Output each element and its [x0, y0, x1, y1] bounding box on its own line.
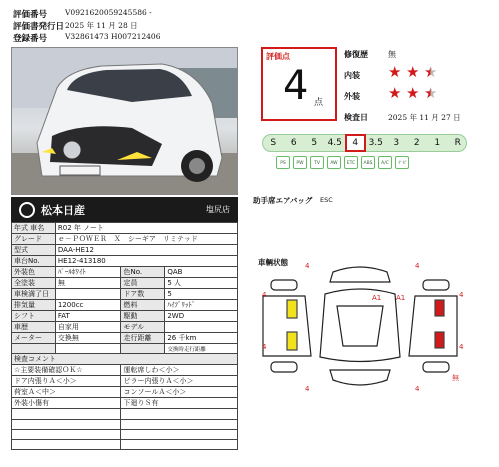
comment-cell: 外装小傷有 — [12, 398, 121, 409]
damage-mark-red — [435, 300, 444, 316]
spec-value: 2WD — [165, 311, 238, 322]
spec-label: 車台No. — [12, 256, 56, 267]
header — [13, 8, 243, 44]
right-top-wheel — [423, 280, 449, 290]
spec-row — [12, 289, 238, 300]
score-unit: 点 — [314, 98, 324, 108]
roof-bottom-outline — [330, 370, 390, 385]
comment-title: 検査コメント — [12, 354, 238, 365]
dealer-logo — [19, 202, 35, 218]
spec-label — [12, 344, 56, 354]
spec-label: 外装色 — [12, 267, 56, 278]
spec-label: 定員 — [121, 278, 165, 289]
grade-cell: 3.5 — [368, 138, 383, 148]
spec-value: 5 人 — [165, 278, 238, 289]
grade-cell: R — [454, 138, 461, 148]
comment-cell — [12, 440, 121, 450]
spec-row — [12, 234, 238, 245]
comment-cell: コンソールＡ＜小＞ — [121, 387, 238, 398]
spec-value: 5 — [165, 289, 238, 300]
spec-value: ﾊﾟｰﾙﾎﾜｲﾄ — [55, 267, 121, 278]
rating-value: 無 — [388, 50, 396, 59]
header-label: 評価番号 — [13, 10, 48, 20]
diagram-title: 車輌状態 — [258, 258, 288, 267]
dealer-branch: 塩尻店 — [206, 205, 230, 214]
dealer-name: 松本日産 — [41, 204, 85, 217]
header-value: 2025 年 11 月 28 日 — [65, 21, 138, 30]
equipment-ps-icon: PS — [276, 156, 290, 169]
comment-cell — [121, 409, 238, 419]
left-bottom-wheel — [271, 362, 297, 372]
spec-label: 走行距離 — [121, 333, 165, 344]
damage-mark-yellow — [287, 300, 297, 318]
spec-label: 色No. — [121, 267, 165, 278]
grade-cell: 5 — [311, 138, 318, 148]
spec-row — [12, 245, 238, 256]
spec-table — [11, 222, 238, 450]
spec-label: 年式 車名 — [12, 223, 56, 234]
damage-code: 4 — [459, 343, 464, 351]
cabin-outline — [337, 306, 383, 346]
equipment-etc-icon: ETC — [344, 156, 358, 169]
damage-code: 4 — [262, 291, 267, 299]
header-value: V32861473 H007212406 — [65, 32, 161, 41]
header-row — [13, 20, 243, 32]
comment-cell: 下廻りＳ有 — [121, 398, 238, 409]
comment-cell — [121, 429, 238, 439]
comment-cell — [121, 419, 238, 429]
score-box — [261, 47, 337, 121]
spec-row — [12, 278, 238, 289]
spec-label: グレード — [12, 234, 56, 245]
grade-cell: 4.5 — [327, 138, 342, 148]
spec-row — [12, 256, 238, 267]
spec-row — [12, 333, 238, 344]
equipment-pw-icon: PW — [293, 156, 307, 169]
rating-label: 外装 — [344, 92, 360, 101]
header-row — [13, 8, 243, 20]
equipment-tv-icon: TV — [310, 156, 324, 169]
car-illustration — [12, 48, 238, 195]
spec-row — [12, 267, 238, 278]
comment-row — [12, 398, 238, 409]
score-value: 4 — [283, 63, 309, 109]
dealer-bar — [11, 197, 238, 222]
airbag-label: 助手席エアバッグ — [253, 196, 313, 205]
comment-title-row — [12, 354, 238, 365]
spec-row — [12, 311, 238, 322]
damage-code: A1 — [372, 294, 382, 302]
spec-value: 1200cc — [55, 300, 121, 311]
spec-label: メーター — [12, 333, 56, 344]
header-label: 評価書発行日 — [13, 22, 65, 32]
car-diagram — [255, 262, 465, 390]
comment-cell: ☆主要装備確認ＯＫ☆ — [12, 365, 121, 376]
rating-value: 2025 年 11 月 27 日 — [388, 113, 461, 122]
spec-value: 交換時走行距離 — [165, 344, 238, 354]
comment-row — [12, 387, 238, 398]
grade-cell: 3 — [393, 138, 400, 148]
star-icon: ★ — [424, 84, 438, 102]
comment-row — [12, 376, 238, 387]
rating-label: 検査日 — [344, 113, 368, 122]
spec-value: QAB — [165, 267, 238, 278]
damage-code: 無 — [452, 374, 459, 382]
right-bottom-wheel — [423, 362, 449, 372]
spec-label: ドア数 — [121, 289, 165, 300]
spec-row — [12, 344, 238, 354]
grade-cell: 6 — [290, 138, 297, 148]
damage-code: 4 — [305, 262, 310, 270]
spec-value: ｅ－ＰＯＷＥＲ Ｘ シーギア リミテッド — [55, 234, 237, 245]
comment-cell — [12, 429, 121, 439]
comment-cell — [12, 409, 121, 419]
damage-code: 4 — [305, 385, 310, 393]
grade-scale — [262, 134, 467, 152]
spec-value — [165, 322, 238, 333]
rating-label: 内装 — [344, 71, 360, 80]
comment-cell: ドア内張りＡ＜小＞ — [12, 376, 121, 387]
spec-label: 排気量 — [12, 300, 56, 311]
spec-value: 自家用 — [55, 322, 121, 333]
body-outline — [320, 289, 400, 362]
comment-cell: ピラー内張りＡ＜小＞ — [121, 376, 238, 387]
comment-cell — [121, 440, 238, 450]
spec-row — [12, 300, 238, 311]
grade-cell: 4 — [345, 134, 366, 152]
star-icon: ★ — [406, 63, 420, 81]
spec-label: 車歴 — [12, 322, 56, 333]
spec-row — [12, 223, 238, 234]
exterior-stars — [388, 86, 448, 102]
spec-value — [55, 289, 121, 300]
comment-row — [12, 429, 238, 439]
spec-label: 車検満了日 — [12, 289, 56, 300]
comment-row — [12, 409, 238, 419]
damage-code: 4 — [262, 343, 267, 351]
header-row — [13, 32, 243, 44]
grade-cell: 2 — [413, 138, 420, 148]
spec-value: 交換無 — [55, 333, 121, 344]
header-value: V09216200592455​86 - — [65, 8, 152, 17]
right-side-outline — [409, 296, 457, 356]
interior-stars — [388, 65, 448, 81]
damage-code: 4 — [415, 385, 420, 393]
equipment-ac-icon: A/C — [378, 156, 392, 169]
roof-top-outline — [330, 267, 390, 282]
comment-cell — [12, 419, 121, 429]
spec-value — [55, 344, 121, 354]
left-top-wheel — [271, 280, 297, 290]
grade-cell: S — [270, 138, 277, 148]
spec-label: 燃料 — [121, 300, 165, 311]
equipment-aw-icon: AW — [327, 156, 341, 169]
car-diagram-svg — [255, 262, 465, 390]
comment-row — [12, 365, 238, 376]
spec-label: 型式 — [12, 245, 56, 256]
header-label: 登録番号 — [13, 34, 48, 44]
comment-cell: 荷室Ａ＜中＞ — [12, 387, 121, 398]
star-icon: ★ — [424, 63, 438, 81]
damage-mark-red — [435, 332, 444, 348]
damage-code: 4 — [415, 262, 420, 270]
damage-code: A1 — [396, 294, 406, 302]
spec-label: 駆動 — [121, 311, 165, 322]
spec-value: HE12-413180 — [55, 256, 237, 267]
spec-label: シフト — [12, 311, 56, 322]
spec-value: FAT — [55, 311, 121, 322]
damage-code: 4 — [459, 291, 464, 299]
comment-row — [12, 419, 238, 429]
spec-row — [12, 322, 238, 333]
spec-value: R02 年 ノート — [55, 223, 237, 234]
airbag-value: ESC — [320, 196, 333, 204]
score-label: 評価点 — [266, 52, 290, 61]
spec-label: 全塗装 — [12, 278, 56, 289]
spec-value: DAA-HE12 — [55, 245, 237, 256]
spec-value: 26 千km — [165, 333, 238, 344]
star-icon: ★ — [406, 84, 420, 102]
damage-mark-yellow — [287, 332, 297, 350]
equipment--icon: ナビ — [395, 156, 409, 169]
grade-cell: 1 — [434, 138, 441, 148]
ratings-panel — [344, 49, 484, 129]
comment-cell: 運転席しわ＜小＞ — [121, 365, 238, 376]
equipment-abs-icon: ABS — [361, 156, 375, 169]
spec-label: モデル — [121, 322, 165, 333]
spec-value: ﾊｲﾌﾞﾘｯﾄﾞ — [165, 300, 238, 311]
star-icon: ★ — [388, 63, 402, 81]
star-icon: ★ — [388, 84, 402, 102]
spec-value: 無 — [55, 278, 121, 289]
car-photo — [11, 47, 238, 195]
comment-row — [12, 440, 238, 450]
rating-label: 修復歴 — [344, 50, 368, 59]
spec-label — [121, 344, 165, 354]
